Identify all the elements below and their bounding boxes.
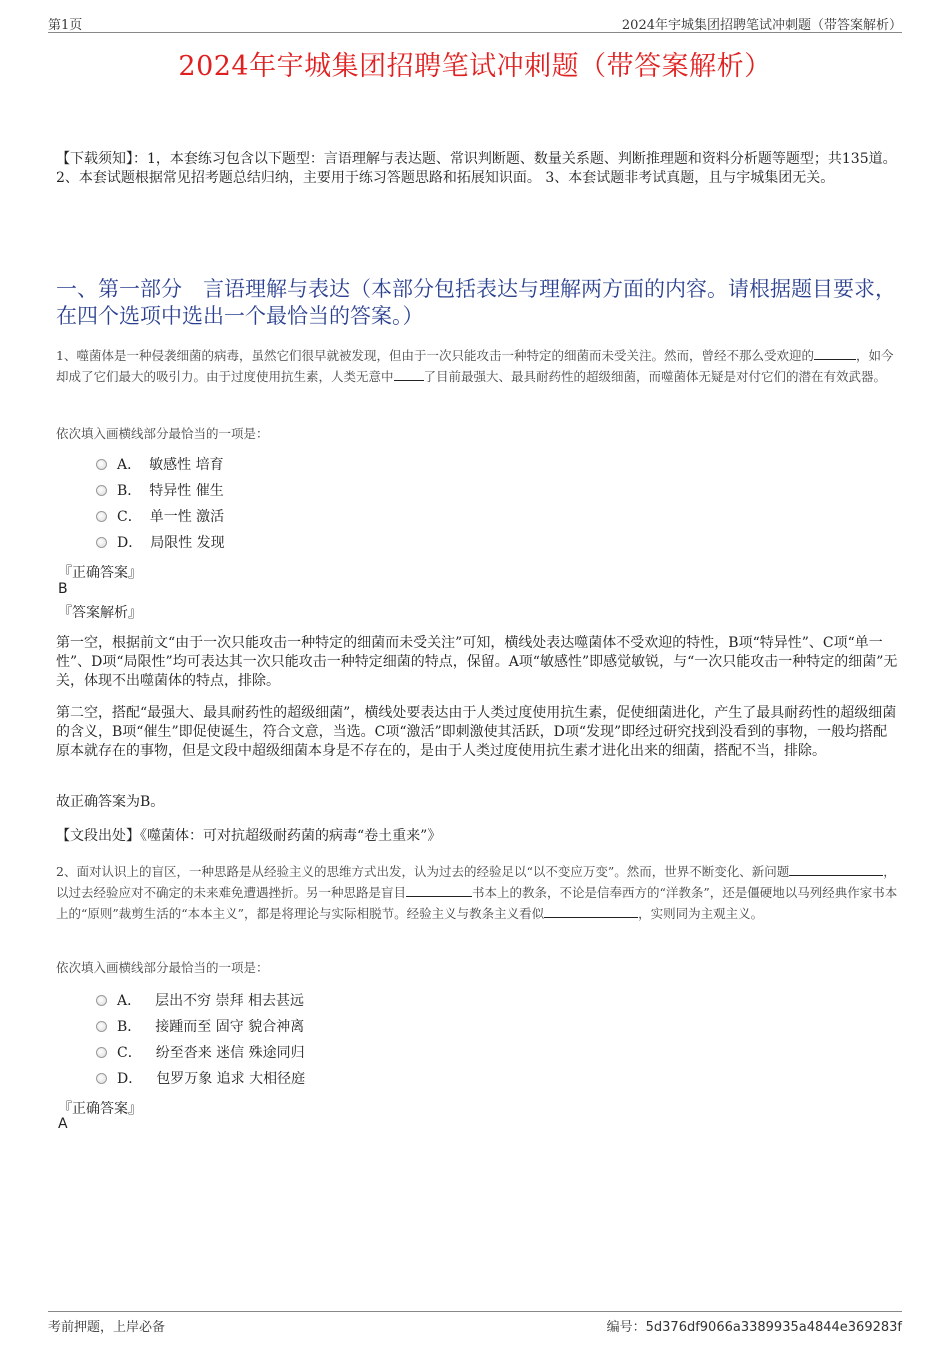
question-2-stem xyxy=(56,861,898,924)
question-1-analysis-paragraph-2: 第二空，搭配“最强大、最具耐药性的超级细菌”，横线处要表达由于人类过度使用抗生素，促使细菌进化，产生了最具耐药性的超级细菌的含义，B项“催生”即促使诞生，符合文意，当选。C项“激活”即刺激使其活跃，D项“发现”即经过研究找到没看到的事物，一般均搭配原本就存在的事物，但是文段中超级细菌本身是不存在的，是由于人类过度使用抗生素才进化出来的细菌，搭配不当，排除。 xyxy=(56,705,897,759)
option-text: 敏感性 培育 xyxy=(149,457,224,473)
download-notice: 【下载须知】：1，本套练习包含以下题型：言语理解与表达题、常识判断题、数量关系题、判断推理题和资料分析题等题型；共135道。 2、本套试题根据常见招考题总结归纳，主要用于练习答题思路和拓展知识面。 3、本套试题非考试真题，且与宇城集团无关。 xyxy=(56,151,897,186)
radio-icon[interactable] xyxy=(96,459,107,470)
option-key: A． xyxy=(117,993,142,1009)
fill-blank xyxy=(394,366,424,381)
option-text: 局限性 发现 xyxy=(150,535,225,551)
option-text: 单一性 激活 xyxy=(149,509,225,525)
option-text: 纷至沓来 迷信 殊途同归 xyxy=(155,1045,305,1061)
option-text: 特异性 催生 xyxy=(149,483,224,499)
option-text: 层出不穷 崇拜 相去甚远 xyxy=(155,993,305,1009)
footer-document-code xyxy=(607,1316,902,1335)
question-2-option-b[interactable] xyxy=(96,1017,304,1037)
option-key: C． xyxy=(117,509,142,525)
question-2-stem-part-a: 2、面对认识上的盲区，一种思路是从经验主义的思维方式出发，认为过去的经验足以“以不变应万变”。然而，世界不断变化、新问题 xyxy=(56,864,790,879)
question-1-option-a[interactable] xyxy=(96,455,224,475)
option-text: 接踵而至 固守 貌合神离 xyxy=(155,1019,305,1035)
question-2-stem-part-d: ，实则同为主观主义。 xyxy=(638,906,764,921)
radio-icon[interactable] xyxy=(96,995,107,1006)
question-1-prompt: 依次填入画横线部分最恰当的一项是： xyxy=(56,426,269,441)
fill-blank xyxy=(814,345,856,360)
question-1-stem-part-c: 了目前最强大、最具耐药性的超级细菌，而噬菌体无疑是对付它们的潜在有效武器。 xyxy=(423,369,887,384)
document-title: 2024年宇城集团招聘笔试冲刺题（带答案解析） xyxy=(178,51,772,82)
running-header-title: 2024年宇城集团招聘笔试冲刺题（带答案解析） xyxy=(621,18,902,33)
question-2-stem-part-b: ，以过去经验应对不确定的未来难免遭遇挫折。另一种思路是盲目 xyxy=(56,864,896,900)
radio-icon[interactable] xyxy=(96,1047,107,1058)
page-number: 第1页 xyxy=(48,18,83,33)
fill-blank xyxy=(789,861,883,876)
header-divider xyxy=(48,32,902,33)
question-1-stem-part-b: ，如今却成了它们最大的吸引力。由于过度使用抗生素，人类无意中 xyxy=(56,348,894,384)
radio-icon[interactable] xyxy=(96,1073,107,1084)
radio-icon[interactable] xyxy=(96,537,107,548)
question-2-option-d[interactable] xyxy=(96,1069,305,1089)
question-1-option-d[interactable] xyxy=(96,533,225,553)
option-key: B． xyxy=(117,1019,142,1035)
question-1-source: 【文段出处】《噬菌体：可对抗超级耐药菌的病毒“卷土重来”》 xyxy=(56,828,442,844)
question-1-answer: B xyxy=(58,581,68,597)
document-code-value: 5d376df9066a3389935a4844e369283f xyxy=(645,1320,902,1335)
footer-slogan: 考前押题，上岸必备 xyxy=(48,1320,166,1335)
question-1-option-c[interactable] xyxy=(96,507,224,527)
fill-blank xyxy=(406,882,472,897)
option-text: 包罗万象 追求 大相径庭 xyxy=(156,1071,306,1087)
footer-divider xyxy=(48,1311,902,1312)
question-2-option-c[interactable] xyxy=(96,1043,305,1063)
radio-icon[interactable] xyxy=(96,485,107,496)
question-2-prompt: 依次填入画横线部分最恰当的一项是： xyxy=(56,960,269,975)
question-2-answer: A xyxy=(58,1116,68,1132)
question-2-option-a[interactable] xyxy=(96,991,304,1011)
option-key: C． xyxy=(117,1045,142,1061)
question-1-answer-label: 『正确答案』 xyxy=(58,565,142,581)
question-1-analysis-paragraph-1: 第一空，根据前文“由于一次只能攻击一种特定的细菌而未受关注”可知，横线处表达噬菌体不受欢迎的特性，B项“特异性”、C项“单一性”、D项“局限性”均可表达其一次只能攻击一种特定细菌的特点，保留。A项“敏感性”即感觉敏锐，与“一次只能攻击一种特定的细菌”无关，体现不出噬菌体的特点，排除。 xyxy=(56,635,898,689)
option-key: D． xyxy=(117,1071,143,1087)
document-code-label: 编号： xyxy=(606,1320,646,1335)
radio-icon[interactable] xyxy=(96,1021,107,1032)
question-2-answer-label: 『正确答案』 xyxy=(58,1101,142,1117)
question-1-stem-part-a: 1、噬菌体是一种侵袭细菌的病毒，虽然它们很早就被发现，但由于一次只能攻击一种特定的细菌而未受关注。然而，曾经不那么受欢迎的 xyxy=(56,348,814,363)
question-1-conclusion: 故正确答案为B。 xyxy=(56,794,165,810)
fill-blank xyxy=(544,903,638,918)
question-1-option-b[interactable] xyxy=(96,481,224,501)
question-1-analysis-label: 『答案解析』 xyxy=(58,605,142,621)
option-key: D． xyxy=(117,535,143,551)
section-heading: 一、第一部分 言语理解与表达（本部分包括表达与理解两方面的内容。请根据题目要求，在四个选项中选出一个最恰当的答案。） xyxy=(56,277,896,328)
option-key: B． xyxy=(117,483,142,499)
question-2-stem-part-c: 书本上的教条，不论是信奉西方的“洋教条”，还是僵硬地以马列经典作家书本上的“原则”裁剪生活的“本本主义”，都是将理论与实际相脱节。经验主义与教条主义看似 xyxy=(56,885,898,921)
question-1-stem xyxy=(56,345,898,387)
option-key: A． xyxy=(117,457,142,473)
radio-icon[interactable] xyxy=(96,511,107,522)
